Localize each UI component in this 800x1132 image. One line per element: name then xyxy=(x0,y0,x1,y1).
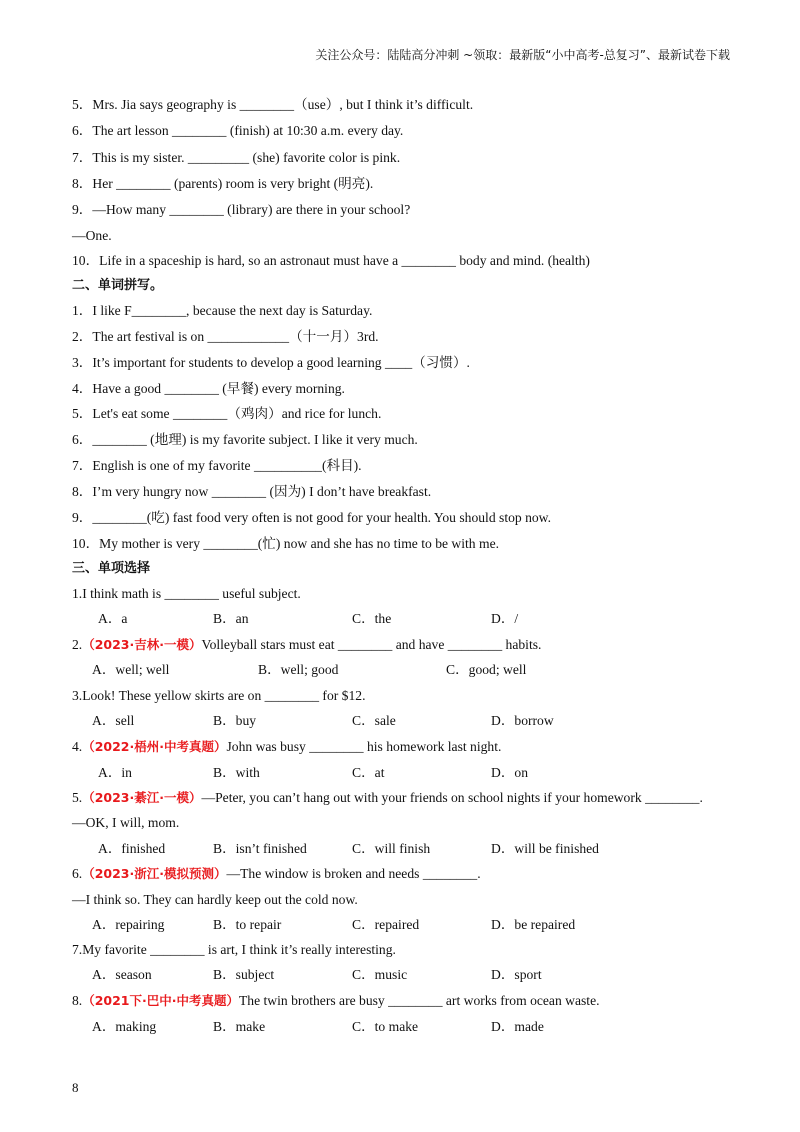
question-number: 2. xyxy=(72,637,83,652)
page-number: 8 xyxy=(72,1080,79,1095)
question-number: 6. xyxy=(72,866,83,881)
source-tag: （2023·吉林·一模） xyxy=(82,637,202,652)
question-stem: 7.My favorite ________ is art, I think it’s really interesting. xyxy=(72,942,396,957)
option-b: B．well; good xyxy=(258,662,339,677)
question-number: 4. xyxy=(72,739,83,754)
option-d: D．be repaired xyxy=(491,917,576,932)
question-stem: 3.Look! These yellow skirts are on ________ for $12. xyxy=(72,688,366,703)
option-a: A．season xyxy=(92,967,152,982)
reply-line: —OK, I will, mom. xyxy=(72,815,180,830)
option-c: C．good; well xyxy=(446,662,527,677)
answer-line: —One. xyxy=(72,228,112,243)
question-stem xyxy=(72,637,541,653)
option-a: A．sell xyxy=(92,713,135,728)
reply-line: —I think so. They can hardly keep out the cold now. xyxy=(72,892,358,907)
question-line: 9．________(吃) fast food very often is not good for your health. You should stop now. xyxy=(72,510,552,525)
question-text: —Peter, you can’t hang out with your friends on school nights if your homework ________. xyxy=(201,790,703,805)
question-line: 4．Have a good ________ (早餐) every morning. xyxy=(72,381,345,396)
source-tag: （2022·梧州·中考真题） xyxy=(82,739,227,754)
option-b: B．buy xyxy=(213,713,257,728)
option-c: C．music xyxy=(352,967,408,982)
question-stem: 1.I think math is ________ useful subject. xyxy=(72,586,301,601)
option-b: B．with xyxy=(213,765,260,780)
question-line: 1．I like F________, because the next day is Saturday. xyxy=(72,303,373,318)
option-d: D．made xyxy=(491,1019,544,1034)
option-c: C．the xyxy=(352,611,392,626)
option-a: A．a xyxy=(98,611,128,626)
question-line: 8．I’m very hungry now ________ (因为) I don’t have breakfast. xyxy=(72,484,432,499)
option-c: C．sale xyxy=(352,713,396,728)
question-line: 8．Her ________ (parents) room is very bright (明亮). xyxy=(72,176,374,191)
question-line: 6．________ (地理) is my favorite subject. I like it very much. xyxy=(72,432,418,447)
option-c: C．to make xyxy=(352,1019,419,1034)
question-line: 2．The art festival is on ____________（十一月）3rd. xyxy=(72,329,379,344)
question-line: 7．This is my sister. _________ (she) favorite color is pink. xyxy=(72,150,401,165)
option-a: A．well; well xyxy=(92,662,170,677)
option-a: A．finished xyxy=(98,841,166,856)
question-text: —The window is broken and needs ________. xyxy=(226,866,481,881)
option-a: A．in xyxy=(98,765,132,780)
question-line: 6．The art lesson ________ (finish) at 10:30 a.m. every day. xyxy=(72,123,404,138)
option-d: D．/ xyxy=(491,611,519,626)
question-stem xyxy=(72,739,501,755)
question-text: The twin brothers are busy ________ art works from ocean waste. xyxy=(239,993,600,1008)
section-title: 三、单项选择 xyxy=(72,561,151,576)
option-d: D．will be finished xyxy=(491,841,599,856)
option-b: B．subject xyxy=(213,967,275,982)
option-a: A．making xyxy=(92,1019,157,1034)
question-line: 7．English is one of my favorite __________(科目). xyxy=(72,458,362,473)
question-line: 5．Mrs. Jia says geography is ________（use）, but I think it’s difficult. xyxy=(72,97,474,112)
question-line: 10．My mother is very ________(忙) now and she has no time to be with me. xyxy=(72,536,500,551)
section-title: 二、单词拼写。 xyxy=(72,278,164,293)
option-d: D．borrow xyxy=(491,713,554,728)
question-text: John was busy ________ his homework last night. xyxy=(226,739,502,754)
option-c: C．at xyxy=(352,765,385,780)
option-c: C．repaired xyxy=(352,917,420,932)
option-d: D．on xyxy=(491,765,529,780)
option-b: B．make xyxy=(213,1019,266,1034)
option-d: D．sport xyxy=(491,967,542,982)
option-c: C．will finish xyxy=(352,841,431,856)
option-b: B．to repair xyxy=(213,917,282,932)
question-stem xyxy=(72,790,703,806)
source-tag: （2021下·巴中·中考真题） xyxy=(82,993,239,1008)
question-stem xyxy=(72,993,600,1009)
question-stem xyxy=(72,866,481,882)
option-b: B．an xyxy=(213,611,249,626)
page-header: 关注公众号：陆陆高分冲刺 ~领取：最新版“小中高考-总复习”、最新试卷下载 xyxy=(315,48,730,62)
question-text: Volleyball stars must eat ________ and have ________ habits. xyxy=(201,637,542,652)
option-a: A．repairing xyxy=(92,917,165,932)
question-line: 3．It’s important for students to develop a good learning ____（习惯）. xyxy=(72,355,470,370)
question-line: 5．Let's eat some ________（鸡肉）and rice for lunch. xyxy=(72,406,382,421)
source-tag: （2023·綦江·一模） xyxy=(82,790,202,805)
option-b: B．isn’t finished xyxy=(213,841,307,856)
question-number: 8. xyxy=(72,993,83,1008)
question-line: 10．Life in a spaceship is hard, so an astronaut must have a ________ body and mind. (health) xyxy=(72,253,590,268)
question-number: 5. xyxy=(72,790,83,805)
question-line: 9．—How many ________ (library) are there in your school? xyxy=(72,202,411,217)
source-tag: （2023·浙江·模拟预测） xyxy=(82,866,227,881)
